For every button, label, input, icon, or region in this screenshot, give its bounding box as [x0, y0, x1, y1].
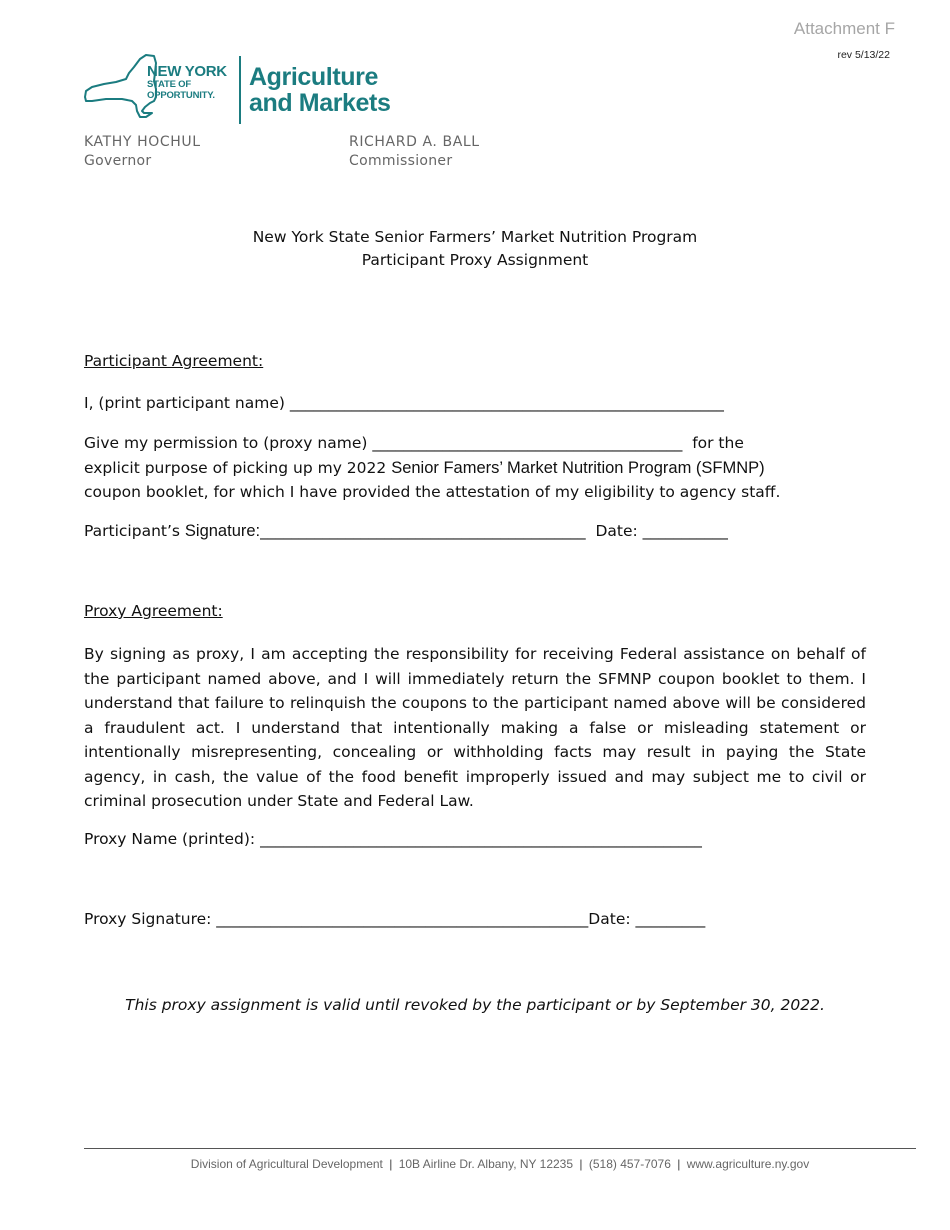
footer-divider: [84, 1148, 916, 1149]
footer-division: Division of Agricultural Development: [190, 1157, 383, 1171]
agency-wordmark-line1: Agriculture: [249, 63, 378, 91]
footer-phone: (518) 457-7076: [588, 1157, 671, 1171]
governor-block: [84, 133, 201, 171]
governor-name: KATHY HOCHUL: [84, 134, 201, 150]
document-title-line1: New York State Senior Farmers’ Market Nutrition Program: [252, 228, 698, 246]
participant-signature-field[interactable]: [84, 522, 728, 541]
attachment-label: Attachment F: [793, 19, 895, 38]
participant-signature-prefix: Participant’s: [84, 522, 185, 540]
agency-wordmark-line2: and Markets: [249, 89, 391, 117]
proxy-agreement-paragraph: By signing as proxy, I am accepting the responsibility for receiving Federal assistance on behalf of the participant named above, and I will immediately return the SFMNP coupon booklet to them. I understand that failure to relinquish the coupons to the participant named above will be considered a fraudulent act. I understand that intentionally making a false or misleading statement or intentionally misrepresenting, concealing or withholding facts may result in paying the State agency, in cash, the value of the food benefit improperly issued and may subject me to civil or criminal prosecution under State and Federal Law.: [84, 645, 866, 810]
commissioner-name: RICHARD A. BALL: [349, 134, 480, 150]
footer-separator: |: [579, 1157, 583, 1171]
sfmnp-program-name: Senior Famers’ Market Nutrition Program (SFMNP): [391, 458, 765, 477]
permission-line2: [84, 456, 866, 481]
document-title-line2: Participant Proxy Assignment: [361, 251, 589, 269]
participant-signature-line: __________________________________________ Date: ___________: [260, 522, 728, 540]
commissioner-block: [349, 133, 480, 171]
participant-name-field[interactable]: I, (print participant name) ________________________________________________________: [84, 394, 724, 412]
nys-wordmark: [147, 64, 227, 100]
agency-wordmark: [249, 64, 391, 116]
footer-address: 10B Airline Dr. Albany, NY 12235: [398, 1157, 574, 1171]
permission-statement: [84, 431, 866, 505]
participant-signature-label: Signature:: [184, 522, 261, 540]
proxy-agreement-heading: Proxy Agreement:: [84, 602, 223, 620]
revision-date: rev 5/13/22: [837, 49, 890, 61]
logo-divider: [239, 56, 241, 124]
participant-agreement-heading: Participant Agreement:: [84, 352, 264, 370]
nys-wordmark-line2: STATE OF: [147, 79, 191, 90]
footer-separator: |: [677, 1157, 681, 1171]
proxy-signature-field[interactable]: Proxy Signature: ________________________________________________Date: _________: [84, 910, 706, 928]
nys-wordmark-line3: OPPORTUNITY.: [147, 89, 215, 101]
nys-wordmark-line1: NEW YORK: [147, 63, 227, 80]
footer: [84, 1157, 916, 1171]
proxy-name-field[interactable]: Proxy Name (printed): _________________________________________________________: [84, 830, 702, 848]
footer-website[interactable]: www.agriculture.ny.gov: [686, 1157, 810, 1171]
commissioner-title: Commissioner: [349, 153, 453, 169]
governor-title: Governor: [84, 153, 152, 169]
document-title: [0, 226, 950, 272]
permission-line3: coupon booklet, for which I have provided the attestation of my eligibility to agency staff.: [84, 483, 781, 501]
footer-separator: |: [389, 1157, 393, 1171]
validity-statement: This proxy assignment is valid until revoked by the participant or by September 30, 2022.: [125, 996, 825, 1014]
permission-line1[interactable]: Give my permission to (proxy name) ________________________________________ for the: [84, 434, 744, 452]
permission-line2-text: explicit purpose of picking up my 2022: [84, 458, 392, 477]
